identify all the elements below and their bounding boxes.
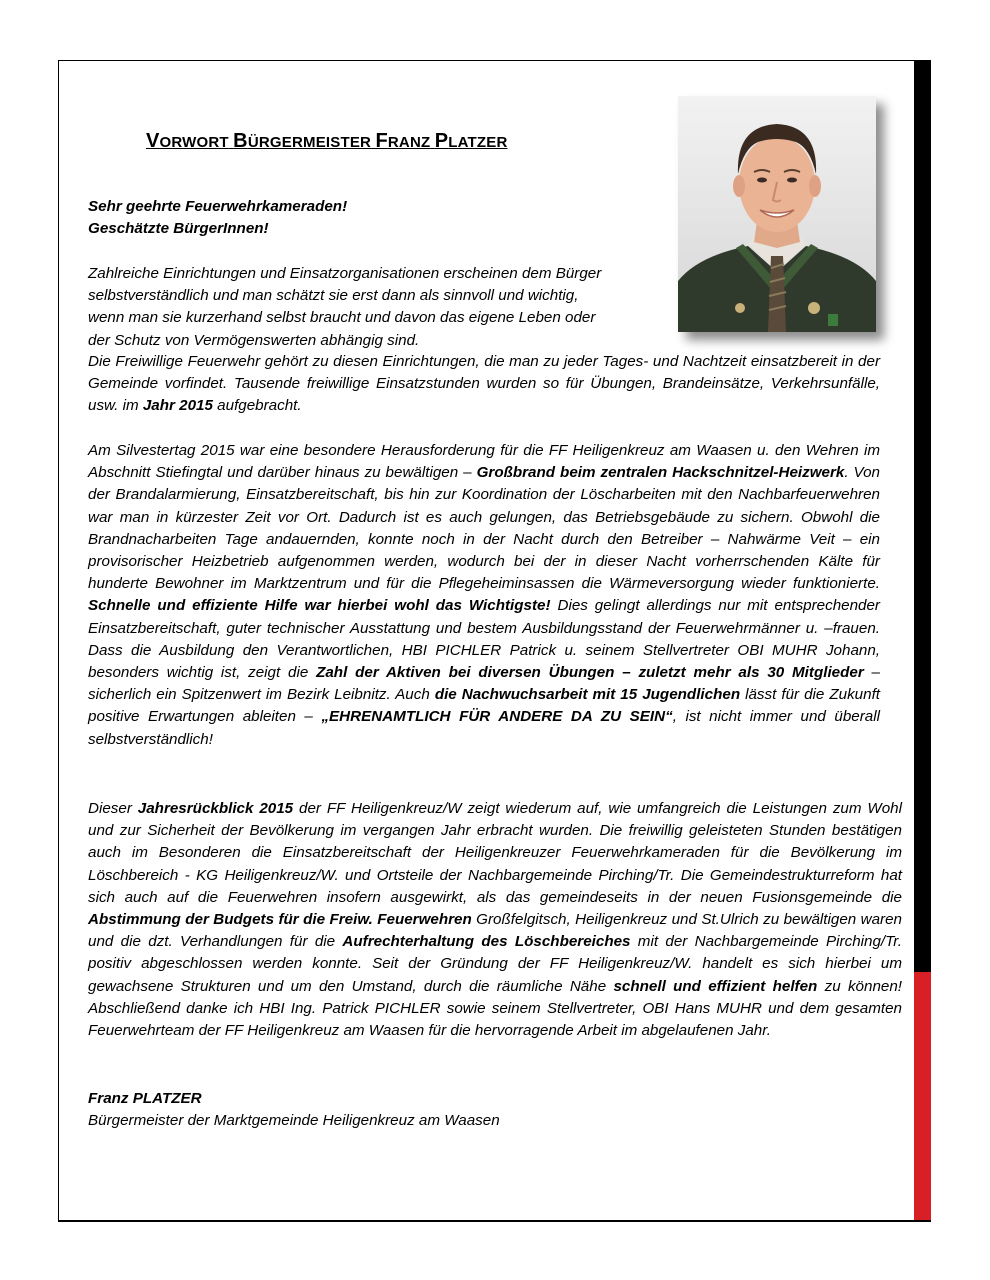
intro-line-3: wenn man sie kurzerhand selbst braucht und davon das eigene Leben oder <box>88 309 596 327</box>
signature-role: Bürgermeister der Marktgemeinde Heiligenkreuz am Waasen <box>88 1112 500 1130</box>
paragraph-2: Am Silvestertag 2015 war eine besondere Herausforderung für die FF Heiligenkreuz am Waasen u. den Wehren im Abschnitt Stiefingtal und darüber hinaus zu bewältigen – Großbrand beim zentralen Hackschnitzel-Heizwerk. Von der Brandalarmierung, Einsatzbereitschaft, bis hin zur Koordination der Löscharbeiten mit den Nachbarfeuerwehren war man in kürzester Zeit vor Ort. Dadurch ist es auch gelungen, das Betriebsgebäude zu sichern. Obwohl die Brandnacharbeiten Tage andauernden, konnte noch in der Nacht durch den Betreiber – Nahwärme Veit – ein provisorischer Heizbetrieb aufgenommen werden, wodurch bei der in dieser Nacht vorherrschenden Kälte für hunderte Bewohner im Marktzentrum und für die Pflegeheiminsassen die Wärmeversorgung wieder funktionierte. Schnelle und effiziente Hilfe war hierbei wohl das Wichtigste! Dies gelingt allerdings nur mit entsprechender Einsatzbereitschaft, guter technischer Ausstattung und bestem Ausbildungsstand der Feuerwehrmänner u. –frauen. Dass die Ausbildung den Verantwortlichen, HBI PICHLER Patrick u. seinem Stellvertreter OBI MUHR Johann, besonders wichtig ist, zeigt die Zahl der Aktiven bei diversen Übungen – zuletzt mehr als 30 Mitglieder – sicherlich ein Spitzenwert im Bezirk Leibnitz. Auch die Nachwuchsarbeit mit 15 Jugendlichen lässt für die Zukunft positive Erwartungen ableiten – „EHRENAMTLICH FÜR ANDERE DA ZU SEIN“, ist nicht immer und überall selbstverständlich! <box>88 442 881 748</box>
bottom-rule <box>58 1220 931 1222</box>
intro-line-2: selbstverständlich und man schätzt sie erst dann als sinnvoll und wichtig, <box>88 287 579 305</box>
paragraph-intro-lines <box>88 263 880 352</box>
signature-name: Franz PLATZER <box>88 1090 202 1107</box>
signature <box>88 1088 880 1132</box>
intro-line-4: der Schutz von Vermögenswerten abhängig sind. <box>88 331 420 349</box>
intro-line-1: Zahlreiche Einrichtungen und Einsatzorganisationen erscheinen dem Bürger <box>88 265 602 282</box>
greeting <box>88 196 880 240</box>
greeting-line-2: Geschätzte BürgerInnen! <box>88 220 269 238</box>
greeting-line-1: Sehr geehrte Feuerwehrkameraden! <box>88 198 348 215</box>
paragraph-1: Die Freiwillige Feuerwehr gehört zu diesen Einrichtungen, die man zu jeder Tages- und Nachtzeit einsatzbereit in der Gemeinde vorfindet. Tausende freiwillige Einsatzstunden wurden so für Übungen, Brandeinsätze, Verkehrsunfälle, usw. im Jahr 2015 aufgebracht. <box>88 353 880 415</box>
page-title: VORWORT BÜRGERMEISTER FRANZ PLATZER <box>146 130 508 152</box>
side-bar-red <box>914 972 931 1222</box>
paragraph-3: Dieser Jahresrückblick 2015 der FF Heiligenkreuz/W zeigt wiederum auf, wie umfangreich die Leistungen zum Wohl und zur Sicherheit der Bevölkerung im vergangen Jahr erbracht wurden. Die freiwillig geleisteten Stunden bestätigen auch im Besonderen die Einsatzbereitschaft der Heiligenkreuzer Feuerwehrkameraden für die Bevölkerung im Löschbereich - KG Heiligenkreuz/W. und Ortsteile der Nachbargemeinde Pirching/Tr. Die Gemeindestrukturreform hat sich auch auf die Feuerwehren insofern ausgewirkt, als das gemeindeseits in der neuen Fusionsgemeinde die Abstimmung der Budgets für die Freiw. Feuerwehren Großfelgitsch, Heiligenkreuz und St.Ulrich zu bewältigen waren und die dzt. Verhandlungen für die Aufrechterhaltung des Löschbereiches mit der Nachbargemeinde Pirching/Tr. positiv abgeschlossen werden konnte. Seit der Gründung der FF Heiligenkreuz/W. handelt es sich hierbei um gewachsene Strukturen und um den Umstand, durch die räumliche Nähe schnell und effizient helfen zu können! Abschließend danke ich HBI Ing. Patrick PICHLER sowie seinem Stellvertreter, OBI Hans MUHR und dem gesamten Feuerwehrteam der FF Heiligenkreuz am Waasen für die hervorragende Arbeit im abgelaufenen Jahr. <box>88 800 903 1040</box>
side-bar-black <box>914 60 931 972</box>
